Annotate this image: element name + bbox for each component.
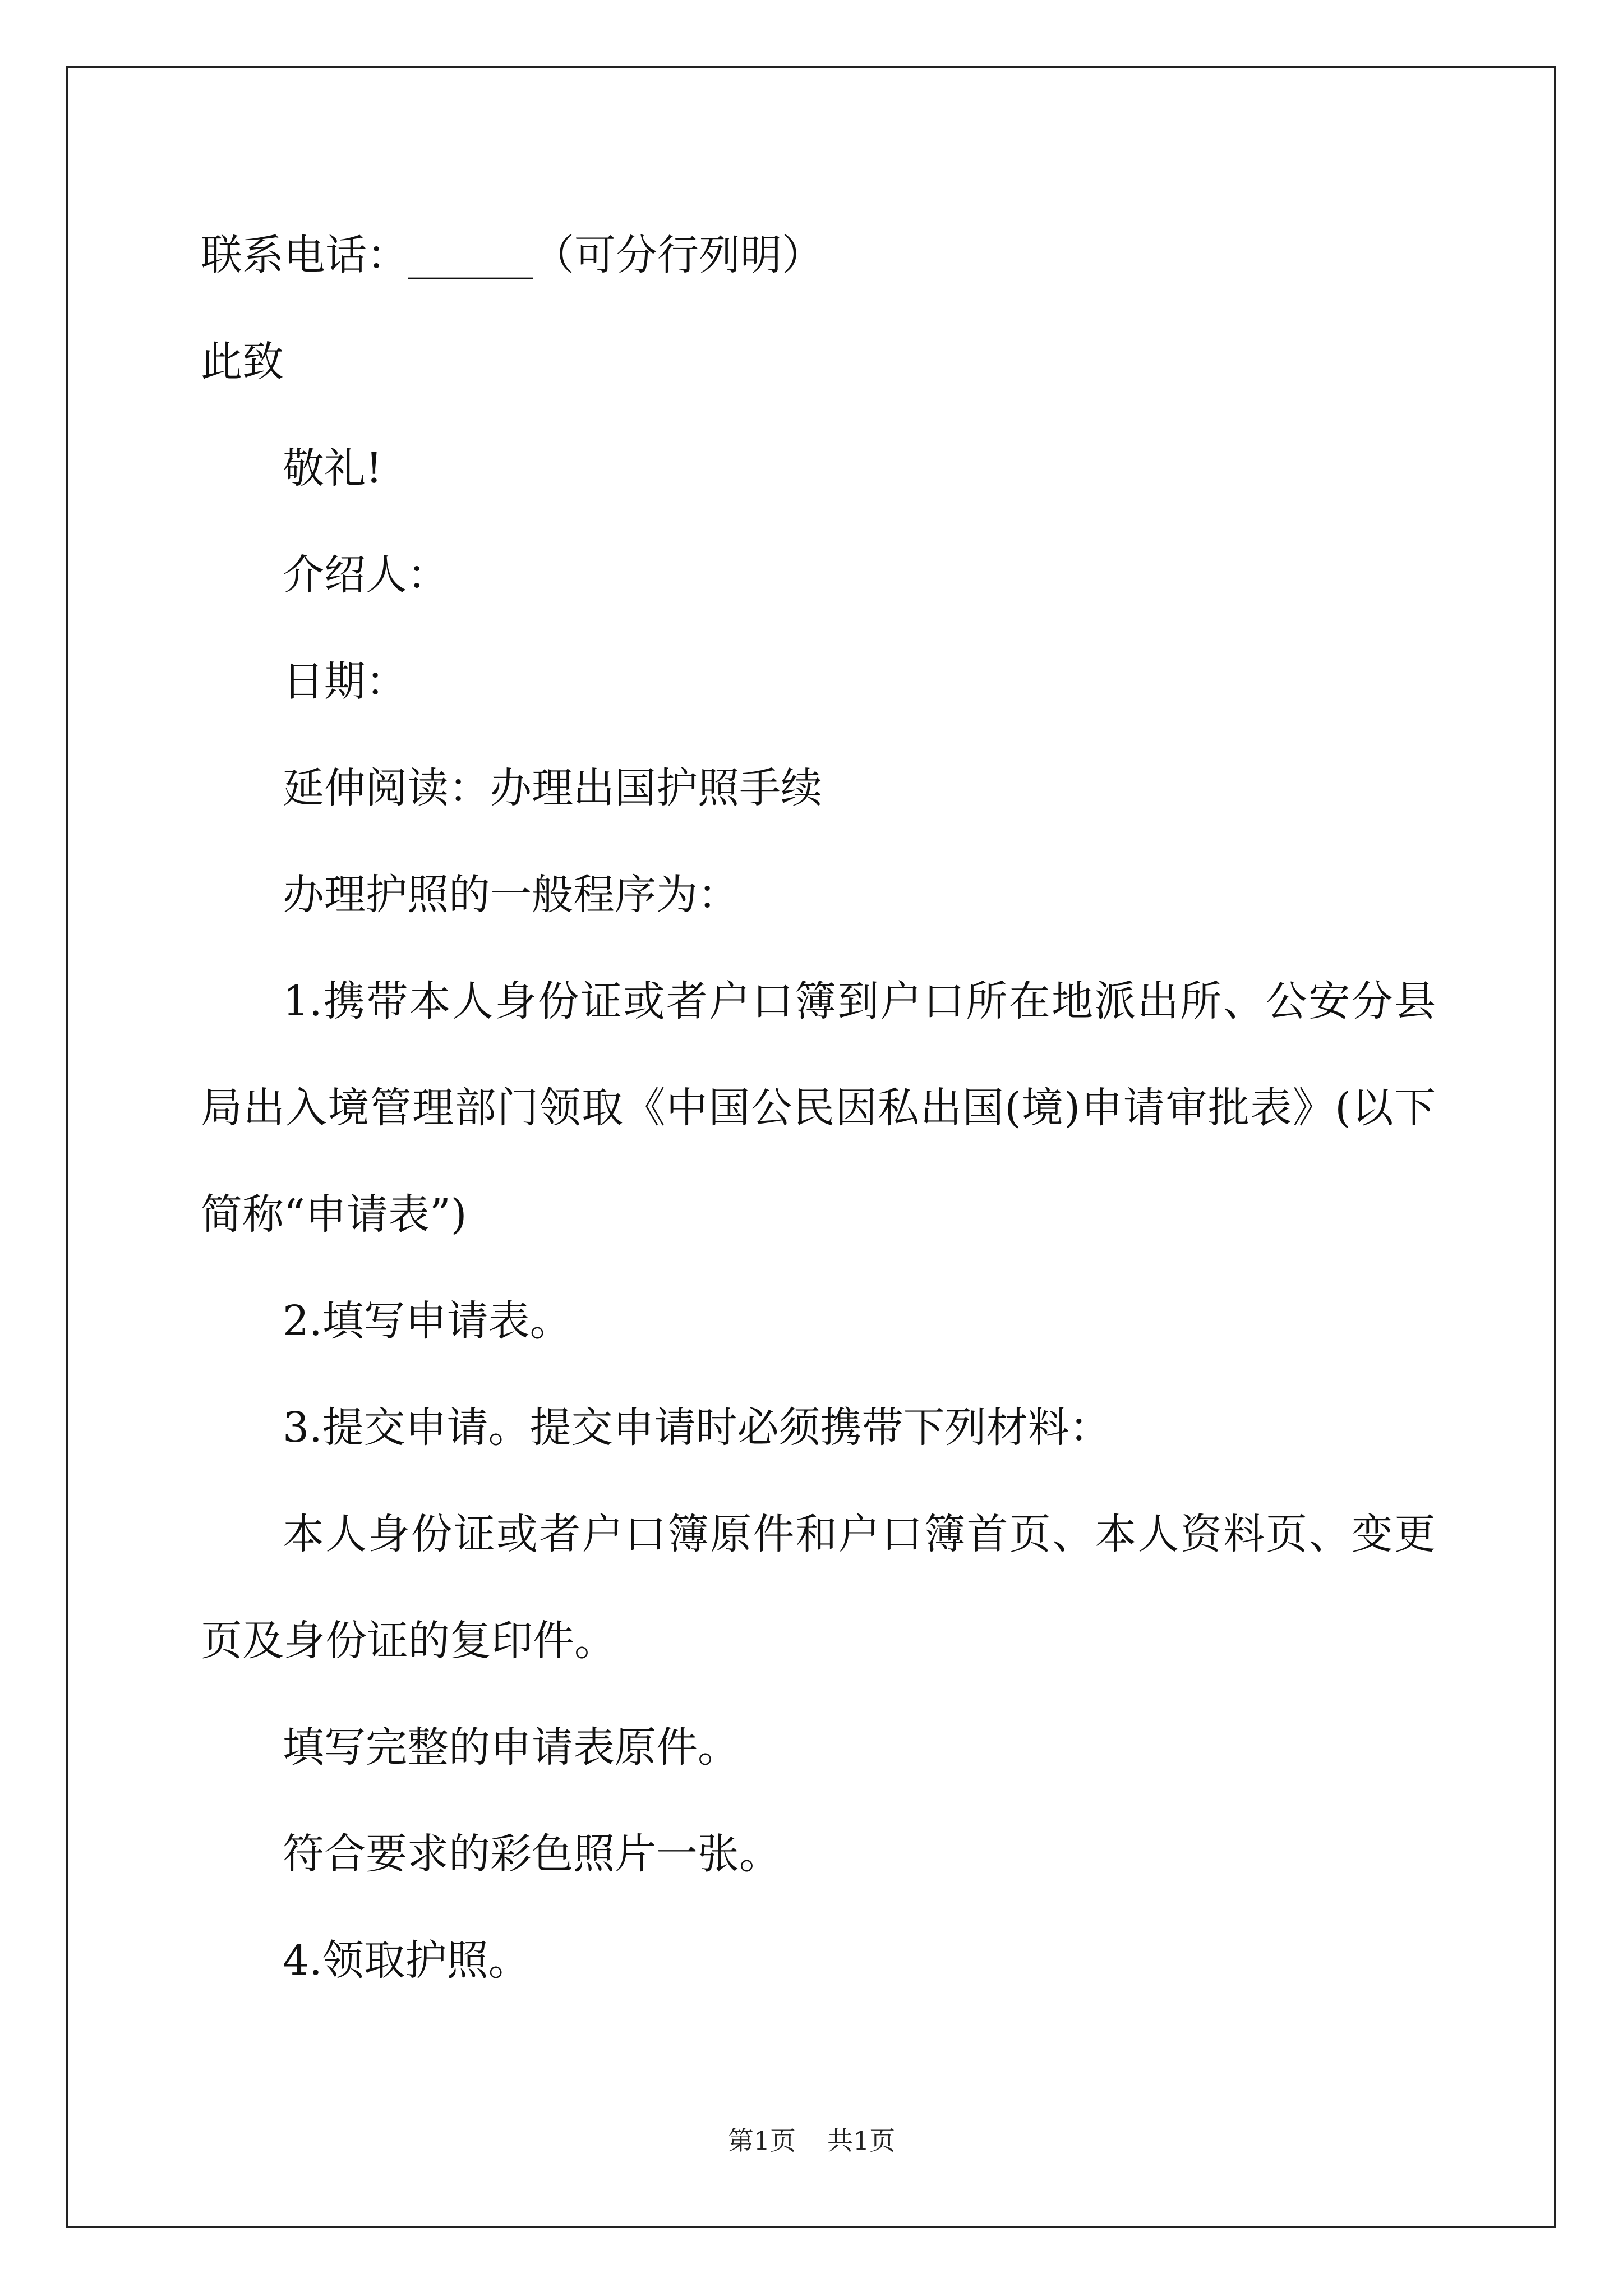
- introducer-line: 介绍人：: [283, 551, 449, 599]
- step-4-paragraph: 4.领取护照。: [283, 1936, 530, 1985]
- extended-reading-heading: 延伸阅读：办理出国护照手续: [283, 764, 822, 812]
- step-3-paragraph: 3.提交申请。提交申请时必须携带下列材料：: [283, 1404, 1111, 1452]
- contact-phone-line: 联系电话：______（可分行列明）: [201, 231, 823, 279]
- page-number-current: 第1页: [727, 2125, 796, 2156]
- page-number-total: 共1页: [827, 2125, 896, 2156]
- material-id-copies: 本人身份证或者户口簿原件和户口簿首页、本人资料页、变更页及身份证的复印件。: [201, 1510, 1436, 1665]
- material-photo: 符合要求的彩色照片一张。: [283, 1830, 781, 1878]
- document-body: [201, 202, 1436, 2014]
- page-footer: [0, 2120, 1623, 2157]
- step-1-paragraph: 1.携带本人身份证或者户口簿到户口所在地派出所、公安分县局出入境管理部门领取《中国公民因私出国(境)申请审批表》(以下简称“申请表”): [201, 977, 1436, 1239]
- date-line: 日期：: [283, 657, 407, 706]
- regards-line: 敬礼!: [283, 444, 382, 493]
- material-application-form: 填写完整的申请表原件。: [283, 1723, 739, 1772]
- step-2-paragraph: 2.填写申请表。: [283, 1297, 571, 1345]
- procedure-intro: 办理护照的一般程序为：: [283, 871, 739, 919]
- salutation-line: 此致: [201, 338, 284, 386]
